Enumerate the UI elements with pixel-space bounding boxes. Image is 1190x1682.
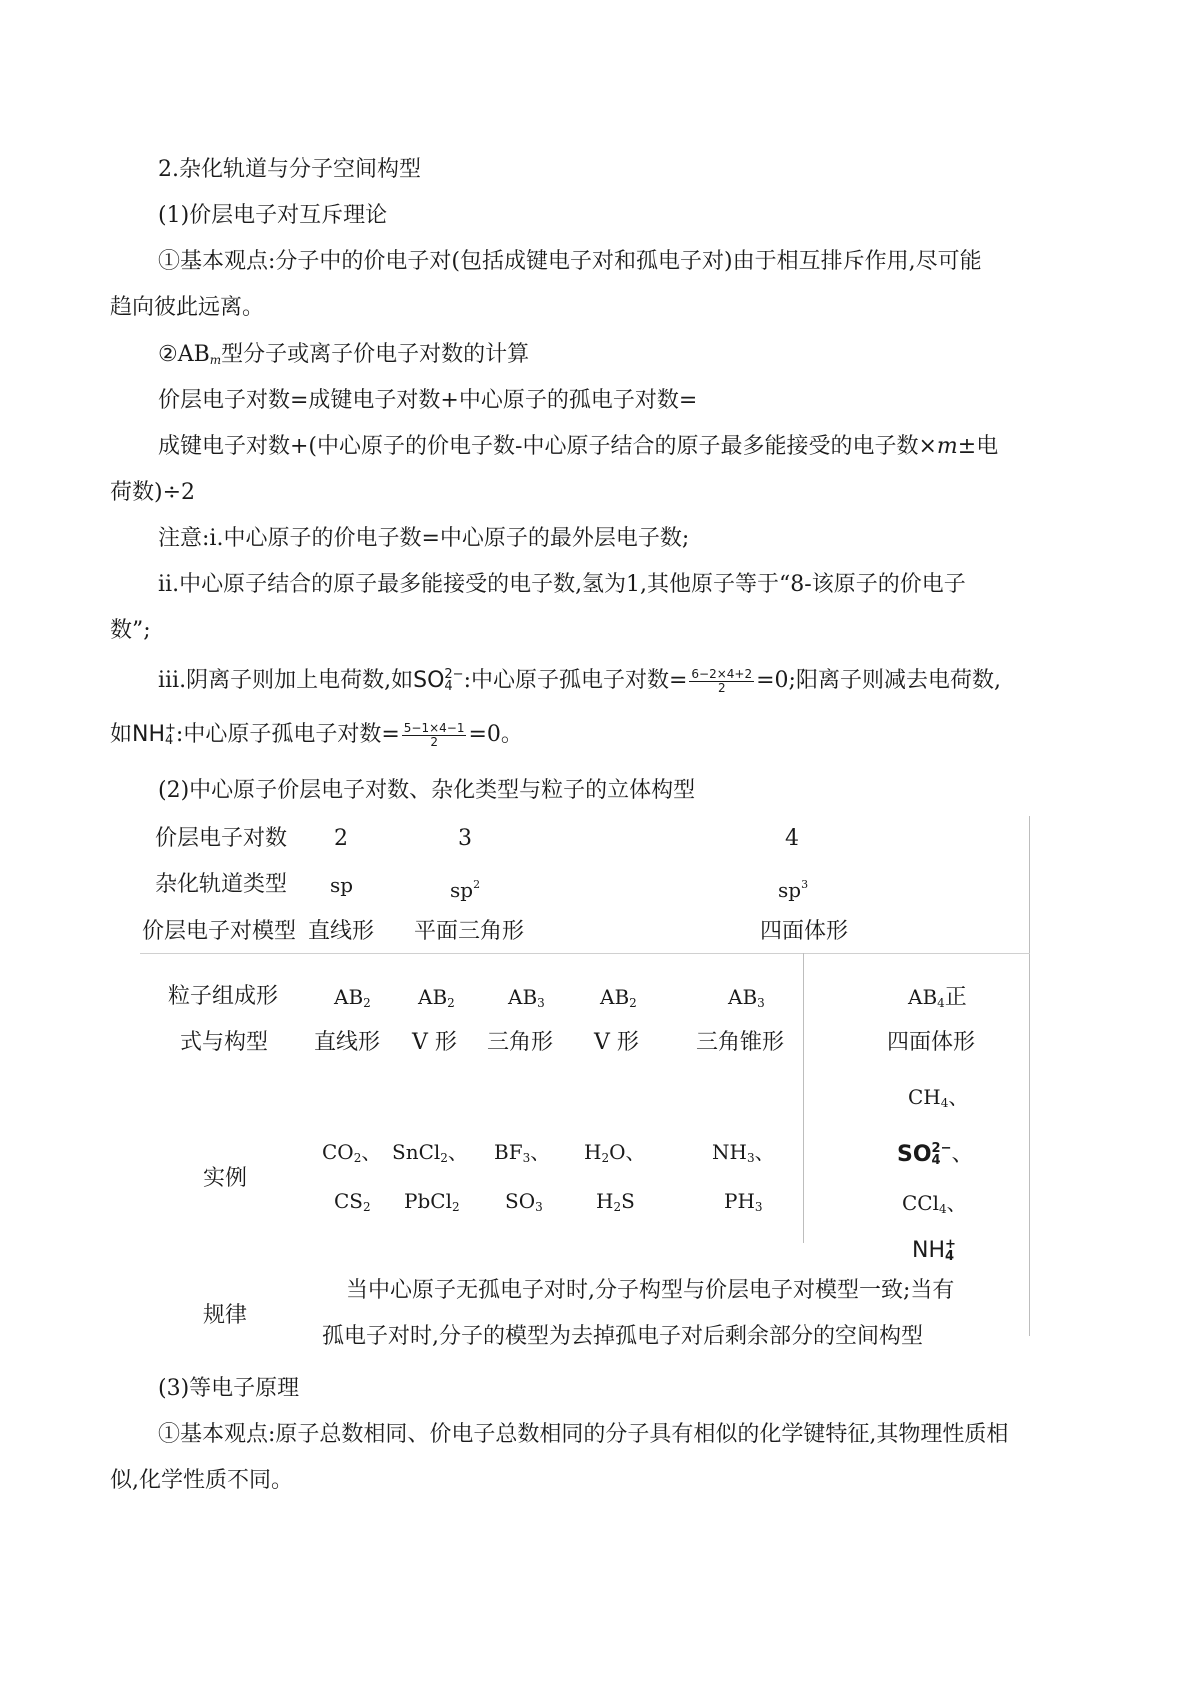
note-iii: ⅲ.阴离子则加上电荷数,如SO 2− 4 :中心原子孤电子对数= $\frac{6-2\times 4+2}{2}$ =0;阳离子则减去电荷数, bbox=[158, 666, 1001, 695]
row-label-rule: 规律 bbox=[203, 1303, 248, 1328]
example-ph3: $PH_3$ bbox=[724, 1189, 763, 1214]
hybrid-table-heading: (2)中心原子价层电子对数、杂化类型与粒子的立体构型 bbox=[158, 778, 696, 803]
table-divider bbox=[140, 953, 1030, 954]
hybrid-sp2: $sp^2$ bbox=[450, 878, 481, 902]
formula-line-1: 价层电子对数=成键电子对数+中心原子的孤电子对数= bbox=[158, 388, 698, 413]
row-label-pair-count: 价层电子对数 bbox=[155, 826, 288, 851]
example-h2o: $H_2O$、 bbox=[584, 1140, 646, 1165]
row-label-hybrid-type: 杂化轨道类型 bbox=[155, 872, 288, 897]
row-label-vsepr-model: 价层电子对模型 bbox=[142, 919, 297, 944]
formula-line-3: 荷数)÷2 bbox=[110, 480, 196, 505]
table-border-right bbox=[1029, 816, 1030, 1336]
basic-view-line-2: 趋向彼此远离。 bbox=[110, 295, 265, 320]
vsepr-heading: (1)价层电子对互斥理论 bbox=[158, 203, 388, 228]
formula-line-2: 成键电子对数+(中心原子的价电子数-中心原子结合的原子最多能接受的电子数×m±电 bbox=[158, 434, 999, 459]
isoelectronic-line-1: ①基本观点:原子总数相同、价电子总数相同的分子具有相似的化学键特征,其物理性质相 bbox=[158, 1422, 1009, 1447]
model-trigonal-planar: 平面三角形 bbox=[414, 919, 525, 944]
shape-triangle: 三角形 bbox=[487, 1030, 554, 1055]
example-h2s: $H_2S$ bbox=[596, 1189, 635, 1214]
pair-count-3: 3 bbox=[458, 826, 472, 851]
hybrid-sp3: $sp^3$ bbox=[778, 878, 809, 902]
note-i: 注意:ⅰ.中心原子的价电子数=中心原子的最外层电子数; bbox=[158, 526, 690, 551]
example-pbcl2: PbCl$_2$ bbox=[404, 1189, 460, 1214]
table-column-divider bbox=[803, 953, 804, 1243]
rule-line-1: 当中心原子无孤电子对时,分子构型与价层电子对模型一致;当有 bbox=[346, 1278, 955, 1303]
example-co2: $CO_2$、 bbox=[322, 1140, 382, 1165]
example-ccl4: CCl$_4$、 bbox=[902, 1191, 967, 1216]
model-tetrahedral: 四面体形 bbox=[760, 919, 849, 944]
row-label-examples: 实例 bbox=[203, 1166, 248, 1191]
form-ab3-trigonal: $AB_3$ bbox=[508, 985, 545, 1010]
basic-view-line-1: ①基本观点:分子中的价电子对(包括成键电子对和孤电子对)由于相互排斥作用,尽可能 bbox=[158, 249, 982, 274]
isoelectronic-heading: (3)等电子原理 bbox=[158, 1376, 300, 1401]
example-bf3: $BF_3$、 bbox=[494, 1140, 551, 1165]
model-linear: 直线形 bbox=[308, 919, 375, 944]
shape-v-2: V 形 bbox=[594, 1030, 639, 1055]
row-label-particle-form-1: 粒子组成形 bbox=[168, 984, 279, 1009]
form-ab2-bent: $AB_2$ bbox=[418, 985, 455, 1010]
note-ii-line-1: ⅱ.中心原子结合的原子最多能接受的电子数,氢为1,其他原子等于“8-该原子的价电子 bbox=[158, 572, 966, 597]
example-sncl2: SnCl$_2$、 bbox=[392, 1140, 468, 1165]
form-ab2-linear: $AB_2$ bbox=[334, 985, 371, 1010]
row-label-particle-form-2: 式与构型 bbox=[180, 1030, 269, 1055]
example-cs2: $CS_2$ bbox=[334, 1189, 371, 1214]
note-ii-line-2: 数”; bbox=[110, 618, 151, 643]
rule-line-2: 孤电子对时,分子的模型为去掉孤电子对后剩余部分的空间构型 bbox=[322, 1324, 923, 1349]
shape-linear: 直线形 bbox=[314, 1030, 381, 1055]
fraction-sulfate: $\frac{6-2\times 4+2}{2}$ bbox=[691, 666, 753, 695]
example-ch4: $CH_4$、 bbox=[908, 1085, 969, 1110]
form-ab3-pyramidal: $AB_3$ bbox=[728, 985, 765, 1010]
example-nh4-plus: NH + 4 bbox=[912, 1237, 956, 1264]
shape-tetrahedral: 四面体形 bbox=[887, 1030, 976, 1055]
note-iv: 如NH + 4 :中心原子孤电子对数= $\frac{5-1\times 4-1}{2}$ =0。 bbox=[110, 720, 523, 749]
section-title: 2.杂化轨道与分子空间构型 bbox=[158, 157, 421, 182]
shape-v: V 形 bbox=[412, 1030, 457, 1055]
calc-heading: $②AB_m$型分子或离子价电子对数的计算 bbox=[158, 342, 530, 367]
pair-count-2: 2 bbox=[334, 826, 348, 851]
shape-trigonal-pyramid: 三角锥形 bbox=[696, 1030, 785, 1055]
fraction-ammonium: $\frac{5-1\times 4-1}{2}$ bbox=[403, 720, 465, 749]
example-nh3: $NH_3$、 bbox=[712, 1140, 775, 1165]
sulfate-ion: SO 2− 4 bbox=[413, 667, 464, 694]
isoelectronic-line-2: 似,化学性质不同。 bbox=[110, 1468, 293, 1493]
example-so4-2minus: SO 2− 4 、 bbox=[897, 1141, 974, 1168]
example-so3: $SO_3$ bbox=[505, 1189, 543, 1214]
form-ab4-tetrahedral: $AB_4$正 bbox=[908, 985, 967, 1010]
form-ab2-bent-2: $AB_2$ bbox=[600, 985, 637, 1010]
ammonium-ion: NH + 4 bbox=[132, 721, 176, 748]
hybrid-sp: sp bbox=[330, 873, 354, 897]
pair-count-4: 4 bbox=[785, 826, 799, 851]
